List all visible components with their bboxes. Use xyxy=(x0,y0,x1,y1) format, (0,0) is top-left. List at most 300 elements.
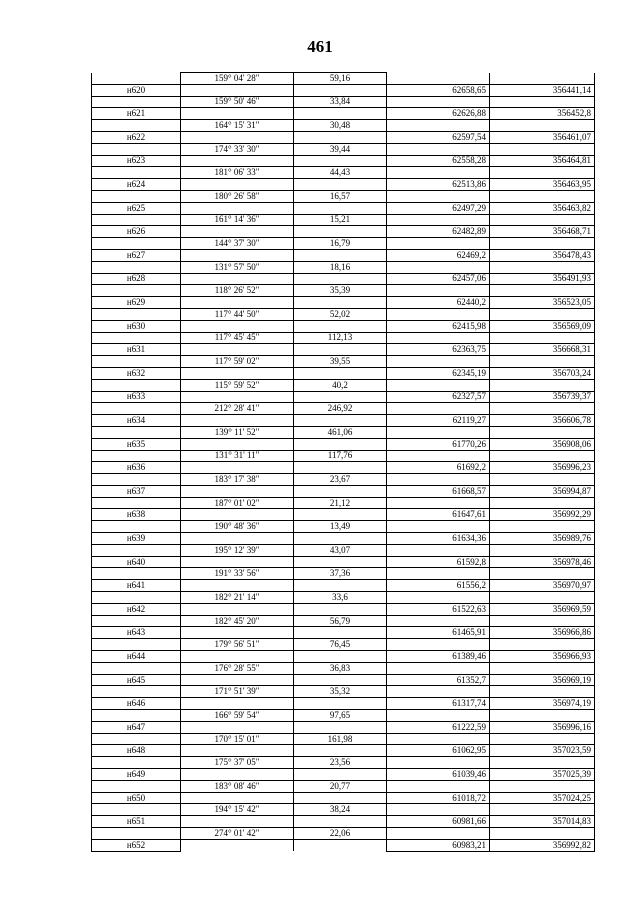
distance-cell: 52,02 xyxy=(294,308,387,320)
distance-cell xyxy=(294,674,387,686)
distance-cell: 16,79 xyxy=(294,238,387,250)
direction-angle-cell: 176° 28' 55" xyxy=(181,662,294,674)
x-coordinate-cell: 62415,98 xyxy=(387,320,490,332)
point-name-cell xyxy=(92,450,181,462)
distance-cell: 39,55 xyxy=(294,356,387,368)
x-coordinate-cell xyxy=(387,332,490,344)
distance-cell: 161,98 xyxy=(294,733,387,745)
direction-angle-cell xyxy=(181,438,294,450)
point-row xyxy=(92,792,595,804)
segment-row xyxy=(92,733,595,745)
direction-angle-cell: 274° 01' 42" xyxy=(181,828,294,840)
point-name-cell: н622 xyxy=(92,131,181,143)
distance-cell: 23,67 xyxy=(294,474,387,486)
distance-cell xyxy=(294,438,387,450)
point-row xyxy=(92,745,595,757)
point-name-cell: н651 xyxy=(92,816,181,828)
point-name-cell xyxy=(92,639,181,651)
x-coordinate-cell: 62513,86 xyxy=(387,179,490,191)
point-name-cell xyxy=(92,261,181,273)
distance-cell xyxy=(294,627,387,639)
direction-angle-cell xyxy=(181,131,294,143)
segment-row xyxy=(92,143,595,155)
y-coordinate-cell xyxy=(490,308,595,320)
point-row xyxy=(92,651,595,663)
point-name-cell xyxy=(92,167,181,179)
point-name-cell xyxy=(92,73,181,85)
distance-cell xyxy=(294,84,387,96)
segment-row xyxy=(92,120,595,132)
distance-cell xyxy=(294,367,387,379)
point-name-cell: н639 xyxy=(92,533,181,545)
direction-angle-cell: 194° 15' 42" xyxy=(181,804,294,816)
distance-cell xyxy=(294,415,387,427)
x-coordinate-cell: 62457,06 xyxy=(387,273,490,285)
point-name-cell xyxy=(92,474,181,486)
point-name-cell: н626 xyxy=(92,226,181,238)
point-row xyxy=(92,816,595,828)
distance-cell xyxy=(294,108,387,120)
x-coordinate-cell xyxy=(387,379,490,391)
point-name-cell: н644 xyxy=(92,651,181,663)
x-coordinate-cell: 62482,89 xyxy=(387,226,490,238)
point-row xyxy=(92,485,595,497)
y-coordinate-cell: 356463,95 xyxy=(490,179,595,191)
x-coordinate-cell xyxy=(387,285,490,297)
y-coordinate-cell: 356989,76 xyxy=(490,533,595,545)
point-row xyxy=(92,769,595,781)
y-coordinate-cell: 357014,83 xyxy=(490,816,595,828)
y-coordinate-cell: 356703,24 xyxy=(490,367,595,379)
y-coordinate-cell: 356969,19 xyxy=(490,674,595,686)
segment-row xyxy=(92,804,595,816)
segment-row xyxy=(92,261,595,273)
y-coordinate-cell: 356468,71 xyxy=(490,226,595,238)
direction-angle-cell: 182° 21' 14" xyxy=(181,592,294,604)
x-coordinate-cell: 61634,36 xyxy=(387,533,490,545)
y-coordinate-cell: 357024,25 xyxy=(490,792,595,804)
y-coordinate-cell: 356441,14 xyxy=(490,84,595,96)
point-name-cell xyxy=(92,804,181,816)
point-name-cell xyxy=(92,120,181,132)
segment-row xyxy=(92,662,595,674)
x-coordinate-cell: 62363,75 xyxy=(387,344,490,356)
y-coordinate-cell xyxy=(490,96,595,108)
x-coordinate-cell xyxy=(387,356,490,368)
y-coordinate-cell: 356996,23 xyxy=(490,462,595,474)
y-coordinate-cell xyxy=(490,568,595,580)
x-coordinate-cell xyxy=(387,662,490,674)
direction-angle-cell: 175° 37' 05" xyxy=(181,757,294,769)
point-row xyxy=(92,603,595,615)
distance-cell xyxy=(294,792,387,804)
distance-cell: 20,77 xyxy=(294,780,387,792)
point-name-cell: н635 xyxy=(92,438,181,450)
y-coordinate-cell xyxy=(490,686,595,698)
y-coordinate-cell xyxy=(490,615,595,627)
direction-angle-cell: 171° 51' 39" xyxy=(181,686,294,698)
direction-angle-cell: 117° 45' 45" xyxy=(181,332,294,344)
distance-cell: 22,06 xyxy=(294,828,387,840)
point-row xyxy=(92,556,595,568)
x-coordinate-cell: 61465,91 xyxy=(387,627,490,639)
x-coordinate-cell xyxy=(387,733,490,745)
distance-cell: 35,32 xyxy=(294,686,387,698)
segment-row xyxy=(92,403,595,415)
x-coordinate-cell: 62626,88 xyxy=(387,108,490,120)
x-coordinate-cell: 61692,2 xyxy=(387,462,490,474)
point-name-cell xyxy=(92,686,181,698)
point-name-cell: н648 xyxy=(92,745,181,757)
y-coordinate-cell: 356569,09 xyxy=(490,320,595,332)
point-row xyxy=(92,131,595,143)
direction-angle-cell: 131° 31' 11" xyxy=(181,450,294,462)
distance-cell: 35,39 xyxy=(294,285,387,297)
x-coordinate-cell: 61352,7 xyxy=(387,674,490,686)
direction-angle-cell: 166° 59' 54" xyxy=(181,710,294,722)
y-coordinate-cell: 356966,86 xyxy=(490,627,595,639)
x-coordinate-cell xyxy=(387,167,490,179)
direction-angle-cell xyxy=(181,226,294,238)
y-coordinate-cell xyxy=(490,544,595,556)
direction-angle-cell xyxy=(181,84,294,96)
y-coordinate-cell: 356606,78 xyxy=(490,415,595,427)
direction-angle-cell xyxy=(181,415,294,427)
distance-cell: 23,56 xyxy=(294,757,387,769)
point-row xyxy=(92,721,595,733)
point-row xyxy=(92,84,595,96)
segment-row xyxy=(92,96,595,108)
x-coordinate-cell: 60981,66 xyxy=(387,816,490,828)
point-name-cell xyxy=(92,497,181,509)
y-coordinate-cell: 356978,46 xyxy=(490,556,595,568)
distance-cell xyxy=(294,816,387,828)
direction-angle-cell xyxy=(181,344,294,356)
segment-row xyxy=(92,167,595,179)
direction-angle-cell xyxy=(181,297,294,309)
direction-angle-cell xyxy=(181,533,294,545)
point-row xyxy=(92,462,595,474)
x-coordinate-cell: 61770,26 xyxy=(387,438,490,450)
point-name-cell: н646 xyxy=(92,698,181,710)
point-name-cell: н628 xyxy=(92,273,181,285)
direction-angle-cell: 117° 59' 02" xyxy=(181,356,294,368)
x-coordinate-cell: 61018,72 xyxy=(387,792,490,804)
y-coordinate-cell xyxy=(490,780,595,792)
direction-angle-cell: 187° 01' 02" xyxy=(181,497,294,509)
point-name-cell xyxy=(92,544,181,556)
point-row xyxy=(92,108,595,120)
direction-angle-cell xyxy=(181,556,294,568)
point-name-cell: н650 xyxy=(92,792,181,804)
x-coordinate-cell xyxy=(387,639,490,651)
x-coordinate-cell: 61647,61 xyxy=(387,509,490,521)
segment-row xyxy=(92,285,595,297)
point-name-cell: н633 xyxy=(92,391,181,403)
point-row xyxy=(92,839,595,851)
point-name-cell xyxy=(92,426,181,438)
y-coordinate-cell xyxy=(490,285,595,297)
direction-angle-cell xyxy=(181,792,294,804)
y-coordinate-cell: 356478,43 xyxy=(490,249,595,261)
distance-cell xyxy=(294,462,387,474)
y-coordinate-cell xyxy=(490,73,595,85)
point-name-cell: н640 xyxy=(92,556,181,568)
distance-cell xyxy=(294,131,387,143)
x-coordinate-cell: 62497,29 xyxy=(387,202,490,214)
point-name-cell xyxy=(92,592,181,604)
point-name-cell xyxy=(92,143,181,155)
point-row xyxy=(92,580,595,592)
distance-cell xyxy=(294,533,387,545)
point-row xyxy=(92,344,595,356)
point-row xyxy=(92,415,595,427)
y-coordinate-cell: 356739,37 xyxy=(490,391,595,403)
y-coordinate-cell xyxy=(490,332,595,344)
point-row xyxy=(92,297,595,309)
x-coordinate-cell xyxy=(387,450,490,462)
point-name-cell xyxy=(92,238,181,250)
x-coordinate-cell xyxy=(387,615,490,627)
direction-angle-cell xyxy=(181,462,294,474)
distance-cell xyxy=(294,249,387,261)
y-coordinate-cell: 356523,05 xyxy=(490,297,595,309)
direction-angle-cell: 159° 50' 46" xyxy=(181,96,294,108)
distance-cell: 15,21 xyxy=(294,214,387,226)
distance-cell: 37,36 xyxy=(294,568,387,580)
direction-angle-cell xyxy=(181,674,294,686)
x-coordinate-cell: 61556,2 xyxy=(387,580,490,592)
y-coordinate-cell: 357023,59 xyxy=(490,745,595,757)
x-coordinate-cell xyxy=(387,828,490,840)
point-name-cell xyxy=(92,356,181,368)
segment-row xyxy=(92,426,595,438)
y-coordinate-cell: 356452,8 xyxy=(490,108,595,120)
segment-row xyxy=(92,568,595,580)
distance-cell: 40,2 xyxy=(294,379,387,391)
y-coordinate-cell: 356464,81 xyxy=(490,155,595,167)
distance-cell xyxy=(294,273,387,285)
distance-cell xyxy=(294,580,387,592)
y-coordinate-cell xyxy=(490,757,595,769)
point-row xyxy=(92,179,595,191)
direction-angle-cell xyxy=(181,320,294,332)
point-name-cell: н652 xyxy=(92,839,181,851)
y-coordinate-cell: 356668,31 xyxy=(490,344,595,356)
y-coordinate-cell: 356974,19 xyxy=(490,698,595,710)
distance-cell xyxy=(294,745,387,757)
x-coordinate-cell xyxy=(387,568,490,580)
segment-row xyxy=(92,73,595,85)
direction-angle-cell: 115° 59' 52" xyxy=(181,379,294,391)
x-coordinate-cell xyxy=(387,474,490,486)
x-coordinate-cell xyxy=(387,96,490,108)
distance-cell xyxy=(294,651,387,663)
distance-cell xyxy=(294,155,387,167)
x-coordinate-cell xyxy=(387,804,490,816)
direction-angle-cell: 179° 56' 51" xyxy=(181,639,294,651)
segment-row xyxy=(92,308,595,320)
point-name-cell xyxy=(92,710,181,722)
direction-angle-cell xyxy=(181,273,294,285)
x-coordinate-cell xyxy=(387,592,490,604)
segment-row xyxy=(92,474,595,486)
point-row xyxy=(92,509,595,521)
point-row xyxy=(92,674,595,686)
distance-cell xyxy=(294,769,387,781)
point-name-cell: н629 xyxy=(92,297,181,309)
segment-row xyxy=(92,190,595,202)
distance-cell xyxy=(294,556,387,568)
x-coordinate-cell xyxy=(387,143,490,155)
direction-angle-cell xyxy=(181,839,294,851)
y-coordinate-cell xyxy=(490,497,595,509)
point-row xyxy=(92,438,595,450)
point-name-cell xyxy=(92,568,181,580)
x-coordinate-cell xyxy=(387,757,490,769)
distance-cell: 36,83 xyxy=(294,662,387,674)
direction-angle-cell xyxy=(181,108,294,120)
x-coordinate-cell xyxy=(387,238,490,250)
page-number: 461 xyxy=(307,37,333,56)
point-name-cell: н636 xyxy=(92,462,181,474)
y-coordinate-cell: 357025,39 xyxy=(490,769,595,781)
direction-angle-cell xyxy=(181,155,294,167)
x-coordinate-cell xyxy=(387,73,490,85)
point-row xyxy=(92,249,595,261)
segment-row xyxy=(92,356,595,368)
x-coordinate-cell xyxy=(387,544,490,556)
x-coordinate-cell: 61668,57 xyxy=(387,485,490,497)
distance-cell: 56,79 xyxy=(294,615,387,627)
direction-angle-cell xyxy=(181,179,294,191)
y-coordinate-cell xyxy=(490,261,595,273)
direction-angle-cell xyxy=(181,391,294,403)
y-coordinate-cell xyxy=(490,733,595,745)
direction-angle-cell: 161° 14' 36" xyxy=(181,214,294,226)
distance-cell: 16,57 xyxy=(294,190,387,202)
distance-cell: 21,12 xyxy=(294,497,387,509)
direction-angle-cell: 190° 48' 36" xyxy=(181,521,294,533)
distance-cell xyxy=(294,179,387,191)
point-name-cell: н643 xyxy=(92,627,181,639)
point-name-cell: н641 xyxy=(92,580,181,592)
direction-angle-cell: 144° 37' 30" xyxy=(181,238,294,250)
point-name-cell: н637 xyxy=(92,485,181,497)
distance-cell: 43,07 xyxy=(294,544,387,556)
point-name-cell: н630 xyxy=(92,320,181,332)
x-coordinate-cell: 61039,46 xyxy=(387,769,490,781)
direction-angle-cell xyxy=(181,651,294,663)
segment-row xyxy=(92,757,595,769)
point-row xyxy=(92,226,595,238)
direction-angle-cell: 174° 33' 30" xyxy=(181,143,294,155)
point-name-cell xyxy=(92,733,181,745)
point-row xyxy=(92,367,595,379)
direction-angle-cell: 191° 33' 56" xyxy=(181,568,294,580)
x-coordinate-cell xyxy=(387,710,490,722)
point-name-cell: н638 xyxy=(92,509,181,521)
x-coordinate-cell xyxy=(387,120,490,132)
point-name-cell: н645 xyxy=(92,674,181,686)
direction-angle-cell xyxy=(181,698,294,710)
distance-cell xyxy=(294,698,387,710)
segment-row xyxy=(92,214,595,226)
segment-row xyxy=(92,521,595,533)
direction-angle-cell xyxy=(181,816,294,828)
point-name-cell xyxy=(92,308,181,320)
point-name-cell xyxy=(92,190,181,202)
coordinates-table xyxy=(91,72,595,852)
point-name-cell: н631 xyxy=(92,344,181,356)
direction-angle-cell xyxy=(181,603,294,615)
point-name-cell: н627 xyxy=(92,249,181,261)
distance-cell: 44,43 xyxy=(294,167,387,179)
point-row xyxy=(92,533,595,545)
y-coordinate-cell: 356992,29 xyxy=(490,509,595,521)
y-coordinate-cell xyxy=(490,356,595,368)
distance-cell xyxy=(294,202,387,214)
distance-cell: 97,65 xyxy=(294,710,387,722)
distance-cell xyxy=(294,839,387,851)
point-name-cell xyxy=(92,757,181,769)
distance-cell xyxy=(294,603,387,615)
y-coordinate-cell: 356908,06 xyxy=(490,438,595,450)
x-coordinate-cell xyxy=(387,190,490,202)
distance-cell: 112,13 xyxy=(294,332,387,344)
direction-angle-cell: 212° 28' 41" xyxy=(181,403,294,415)
point-name-cell xyxy=(92,780,181,792)
segment-row xyxy=(92,497,595,509)
point-row xyxy=(92,273,595,285)
point-name-cell: н625 xyxy=(92,202,181,214)
point-name-cell: н624 xyxy=(92,179,181,191)
x-coordinate-cell xyxy=(387,403,490,415)
y-coordinate-cell xyxy=(490,379,595,391)
direction-angle-cell: 131° 57' 50" xyxy=(181,261,294,273)
point-name-cell xyxy=(92,332,181,344)
direction-angle-cell: 181° 06' 33" xyxy=(181,167,294,179)
direction-angle-cell xyxy=(181,769,294,781)
distance-cell xyxy=(294,391,387,403)
coordinates-table-body xyxy=(92,73,595,852)
point-name-cell xyxy=(92,828,181,840)
point-name-cell: н634 xyxy=(92,415,181,427)
distance-cell: 76,45 xyxy=(294,639,387,651)
point-name-cell xyxy=(92,403,181,415)
point-name-cell xyxy=(92,521,181,533)
x-coordinate-cell: 62119,27 xyxy=(387,415,490,427)
y-coordinate-cell: 356461,07 xyxy=(490,131,595,143)
point-name-cell xyxy=(92,285,181,297)
segment-row xyxy=(92,450,595,462)
segment-row xyxy=(92,592,595,604)
x-coordinate-cell: 61317,74 xyxy=(387,698,490,710)
y-coordinate-cell: 356994,87 xyxy=(490,485,595,497)
direction-angle-cell: 183° 17' 38" xyxy=(181,474,294,486)
point-name-cell xyxy=(92,214,181,226)
point-row xyxy=(92,155,595,167)
y-coordinate-cell xyxy=(490,828,595,840)
point-name-cell: н642 xyxy=(92,603,181,615)
distance-cell: 461,06 xyxy=(294,426,387,438)
distance-cell: 13,49 xyxy=(294,521,387,533)
point-row xyxy=(92,698,595,710)
point-row xyxy=(92,627,595,639)
x-coordinate-cell: 62558,28 xyxy=(387,155,490,167)
point-name-cell xyxy=(92,96,181,108)
y-coordinate-cell xyxy=(490,403,595,415)
